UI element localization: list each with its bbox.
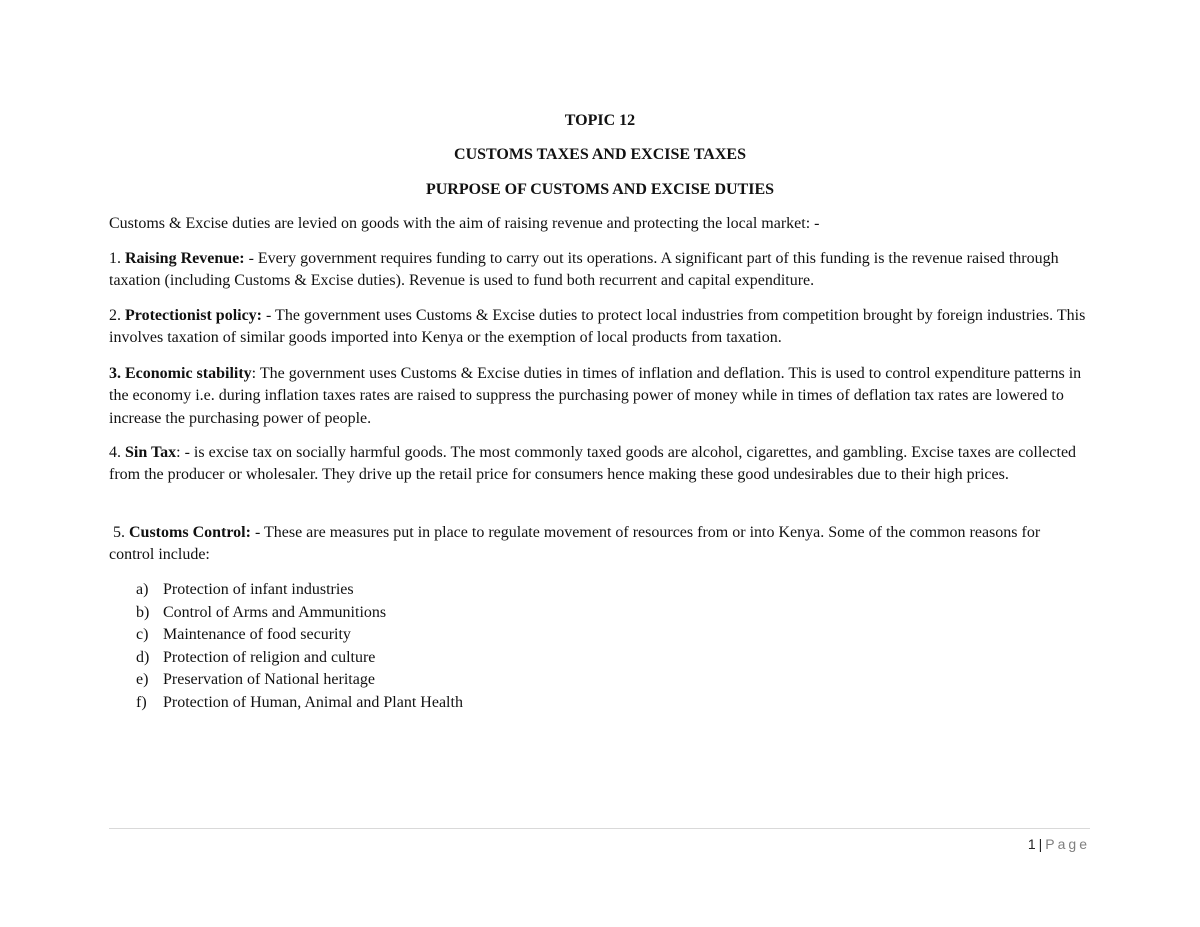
- footer-separator: |: [1038, 836, 1043, 852]
- list-marker: d): [136, 648, 150, 666]
- control-reasons-list: [136, 579, 836, 715]
- point-term: Raising Revenue:: [125, 250, 245, 267]
- list-marker: e): [136, 671, 149, 689]
- subtitle-heading: PURPOSE OF CUSTOMS AND EXCISE DUTIES: [425, 181, 775, 198]
- list-item-text: Preservation of National heritage: [163, 671, 375, 689]
- intro-paragraph: Customs & Excise duties are levied on goods with the aim of raising revenue and protecting the local market: -: [109, 215, 820, 232]
- page-number: 1: [1027, 836, 1036, 852]
- point-economic-stability: [109, 363, 1089, 430]
- list-marker: b): [136, 603, 150, 621]
- list-item: [136, 692, 836, 715]
- point-customs-control: [109, 522, 1089, 567]
- point-number: 4.: [109, 444, 121, 461]
- list-item-text: Protection of religion and culture: [163, 648, 376, 666]
- point-number: 2.: [109, 307, 121, 324]
- list-item: [136, 647, 836, 670]
- list-item-text: Control of Arms and Ammunitions: [163, 603, 387, 621]
- list-marker: a): [136, 581, 149, 598]
- topic-heading: TOPIC 12: [564, 112, 636, 129]
- list-marker: f): [136, 693, 147, 711]
- point-sin-tax: [109, 442, 1089, 487]
- list-item-text: Protection of infant industries: [163, 581, 354, 598]
- list-item: [136, 669, 836, 692]
- point-term: Economic stability: [125, 365, 252, 382]
- point-term: Sin Tax: [125, 444, 177, 461]
- list-item-text: Maintenance of food security: [163, 626, 351, 644]
- point-text: : - is excise tax on socially harmful goods. The most commonly taxed goods are alcohol, cigarettes, and gambling. Excise taxes are collected from the producer or wholesaler. They drive up the retail price for consumers hence making these good undesirables due to their high prices.: [109, 444, 1077, 484]
- point-raising-revenue: [109, 248, 1089, 293]
- point-text: - Every government requires funding to carry out its operations. A significant part of this funding is the revenue raised through taxation (including Customs & Excise duties). Revenue is used to fund both recurrent and capital expenditure.: [109, 250, 1059, 290]
- list-item-text: Protection of Human, Animal and Plant Health: [163, 693, 463, 711]
- list-marker: c): [136, 626, 149, 644]
- point-text: - These are measures put in place to regulate movement of resources from or into Kenya. Some of the common reasons for control include:: [109, 524, 1041, 564]
- point-protectionist-policy: [109, 305, 1089, 350]
- title-heading: CUSTOMS TAXES AND EXCISE TAXES: [454, 146, 746, 163]
- point-number: 5.: [113, 524, 125, 541]
- list-item: [136, 602, 836, 625]
- page-label: Page: [1045, 836, 1090, 852]
- point-number: 3.: [109, 365, 121, 382]
- footer-divider: [109, 828, 1090, 829]
- list-item: [136, 624, 836, 647]
- point-text: - The government uses Customs & Excise duties to protect local industries from competition brought by foreign industries. This involves taxation of similar goods imported into Kenya or the exemption of local products from taxation.: [109, 307, 1086, 347]
- list-item: [136, 579, 836, 602]
- point-number: 1.: [109, 250, 121, 267]
- page-footer: [1028, 835, 1090, 853]
- point-text: : The government uses Customs & Excise duties in times of inflation and deflation. This is used to control expenditure patterns in the economy i.e. during inflation taxes rates are raised to suppress the purchasing power of money while in times of deflation tax rates are lowered to increase the purchasing power of people.: [109, 365, 1082, 427]
- point-term: Protectionist policy:: [125, 307, 263, 324]
- point-term: Customs Control:: [129, 524, 251, 541]
